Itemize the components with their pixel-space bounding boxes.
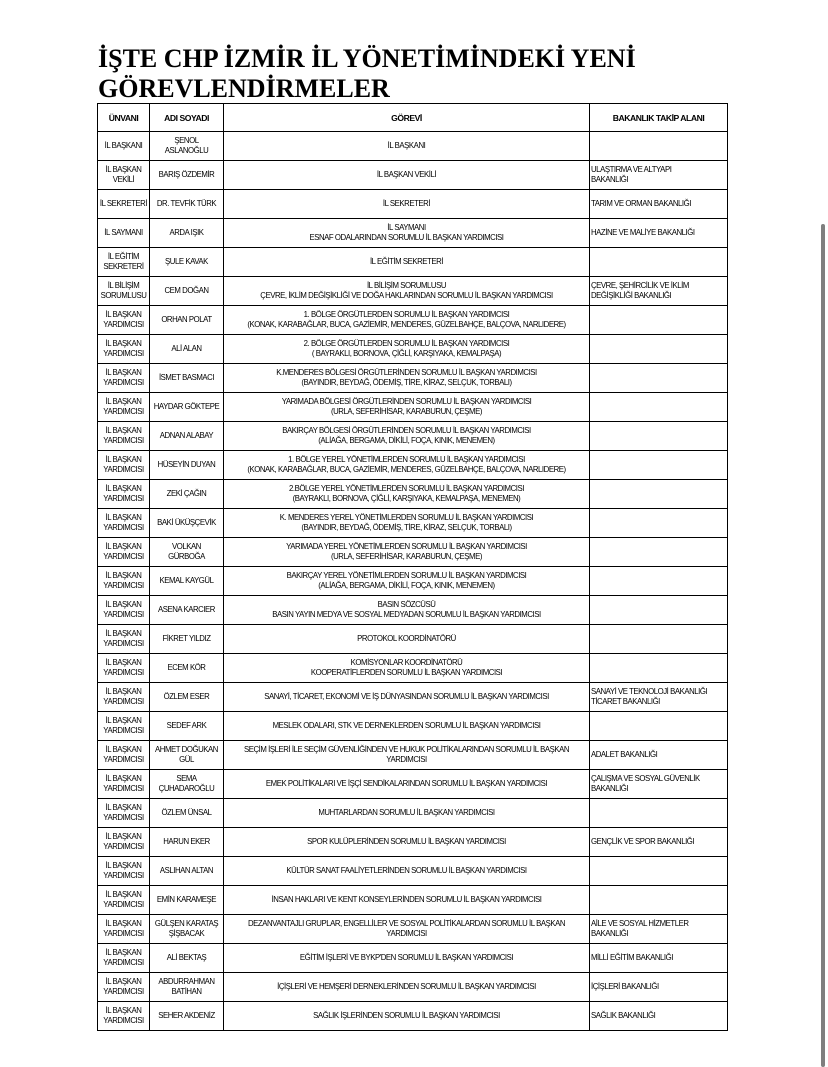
- table-row: [98, 393, 728, 422]
- gorevi-cell: EĞİTİM İŞLERİ VE BYKP'DEN SORUMLU İL BAŞKAN YARDIMCISI: [224, 944, 590, 973]
- ad-soyadi-cell: ASLIHAN ALTAN: [150, 857, 224, 886]
- ad-soyadi-cell: ARDA IŞIK: [150, 219, 224, 248]
- gorevi-cell: 2. BÖLGE ÖRGÜTLERDEN SORUMLU İL BAŞKAN YARDIMCISI ( BAYRAKLI, BORNOVA, ÇİĞLİ, KARŞIYAKA, KEMALPAŞA): [224, 335, 590, 364]
- bakanlik-cell: SAĞLIK BAKANLIĞI: [590, 1002, 728, 1031]
- ad-soyadi-cell: GÜLŞEN KARATAŞ ŞİŞBACAK: [150, 915, 224, 944]
- scrollbar[interactable]: [821, 224, 825, 1067]
- unvan-cell: İL BAŞKAN YARDIMCISI: [98, 1002, 150, 1031]
- table-row: [98, 509, 728, 538]
- bakanlik-cell: [590, 654, 728, 683]
- gorevi-cell: SANAYİ, TİCARET, EKONOMİ VE İŞ DÜNYASINDAN SORUMLU İL BAŞKAN YARDIMCISI: [224, 683, 590, 712]
- ad-soyadi-cell: ASENA KARCIER: [150, 596, 224, 625]
- bakanlik-cell: HAZİNE VE MALİYE BAKANLIĞI: [590, 219, 728, 248]
- ad-soyadi-cell: ÖZLEM ESER: [150, 683, 224, 712]
- table-row: [98, 915, 728, 944]
- gorevi-cell: PROTOKOL KOORDİNATÖRÜ: [224, 625, 590, 654]
- unvan-cell: İL BAŞKAN YARDIMCISI: [98, 509, 150, 538]
- gorevi-cell: İÇİŞLERİ VE HEMŞERİ DERNEKLERİNDEN SORUMLU İL BAŞKAN YARDIMCISI: [224, 973, 590, 1002]
- gorevi-cell: SPOR KULÜPLERİNDEN SORUMLU İL BAŞKAN YARDIMCISI: [224, 828, 590, 857]
- assignments-table: [97, 103, 728, 1031]
- table-row: [98, 712, 728, 741]
- ad-soyadi-cell: ABDURRAHMAN BATİHAN: [150, 973, 224, 1002]
- header-gorevi: GÖREVİ: [224, 104, 590, 132]
- table-row: [98, 770, 728, 799]
- ad-soyadi-cell: HÜSEYİN DUYAN: [150, 451, 224, 480]
- table-row: [98, 161, 728, 190]
- table-row: [98, 886, 728, 915]
- gorevi-cell: İNSAN HAKLARI VE KENT KONSEYLERİNDEN SORUMLU İL BAŞKAN YARDIMCISI: [224, 886, 590, 915]
- page-title: İŞTE CHP İZMİR İL YÖNETİMİNDEKİ YENİ GÖREVLENDİRMELER: [98, 44, 636, 103]
- gorevi-cell: YARIMADA BÖLGESİ ÖRGÜTLERİNDEN SORUMLU İL BAŞKAN YARDIMCISI (URLA, SEFERİHİSAR, KARABURUN, ÇEŞME): [224, 393, 590, 422]
- ad-soyadi-cell: HAYDAR GÖKTEPE: [150, 393, 224, 422]
- table-row: [98, 567, 728, 596]
- table-row: [98, 277, 728, 306]
- unvan-cell: İL BAŞKAN YARDIMCISI: [98, 538, 150, 567]
- bakanlik-cell: [590, 451, 728, 480]
- ad-soyadi-cell: SEDEF ARK: [150, 712, 224, 741]
- bakanlik-cell: [590, 596, 728, 625]
- table-row: [98, 219, 728, 248]
- gorevi-cell: 1. BÖLGE ÖRGÜTLERDEN SORUMLU İL BAŞKAN YARDIMCISI (KONAK, KARABAĞLAR, BUCA, GAZİEMİR, MENDERES, GÜZELBAHÇE, BALÇOVA, NARLIDERE): [224, 306, 590, 335]
- gorevi-cell: EMEK POLİTİKALARI VE İŞÇİ SENDİKALARINDAN SORUMLU İL BAŞKAN YARDIMCISI: [224, 770, 590, 799]
- gorevi-cell: İL BİLİŞİM SORUMLUSU ÇEVRE, İKLİM DEĞİŞİKLİĞİ VE DOĞA HAKLARINDAN SORUMLU İL BAŞKAN YARDIMCISI: [224, 277, 590, 306]
- bakanlik-cell: [590, 335, 728, 364]
- gorevi-cell: YARIMADA YEREL YÖNETİMLERDEN SORUMLU İL BAŞKAN YARDIMCISI (URLA, SEFERİHİSAR, KARABURUN, ÇEŞME): [224, 538, 590, 567]
- gorevi-cell: K.MENDERES BÖLGESİ ÖRGÜTLERİNDEN SORUMLU İL BAŞKAN YARDIMCISI (BAYINDIR, BEYDAĞ, ÖDEMİŞ, TİRE, KİRAZ, SELÇUK, TORBALI): [224, 364, 590, 393]
- ad-soyadi-cell: DR. TEVFİK TÜRK: [150, 190, 224, 219]
- ad-soyadi-cell: CEM DOĞAN: [150, 277, 224, 306]
- bakanlik-cell: [590, 393, 728, 422]
- bakanlik-cell: [590, 306, 728, 335]
- bakanlik-cell: ULAŞTIRMA VE ALTYAPI BAKANLIĞI: [590, 161, 728, 190]
- bakanlik-cell: [590, 886, 728, 915]
- gorevi-cell: BASIN SÖZCÜSÜ BASIN YAYIN MEDYA VE SOSYAL MEDYADAN SORUMLU İL BAŞKAN YARDIMCISI: [224, 596, 590, 625]
- unvan-cell: İL BAŞKAN YARDIMCISI: [98, 393, 150, 422]
- table-row: [98, 944, 728, 973]
- ad-soyadi-cell: AHMET DOĞUKAN GÜL: [150, 741, 224, 770]
- unvan-cell: İL BAŞKAN YARDIMCISI: [98, 944, 150, 973]
- bakanlik-cell: ADALET BAKANLIĞI: [590, 741, 728, 770]
- header-bakanlik: BAKANLIK TAKİP ALANI: [590, 104, 728, 132]
- bakanlik-cell: AİLE VE SOSYAL HİZMETLER BAKANLIĞI: [590, 915, 728, 944]
- table-row: [98, 1002, 728, 1031]
- unvan-cell: İL BAŞKAN YARDIMCISI: [98, 973, 150, 1002]
- table-body: [98, 132, 728, 1031]
- bakanlik-cell: [590, 248, 728, 277]
- bakanlik-cell: TARIM VE ORMAN BAKANLIĞI: [590, 190, 728, 219]
- table-row: [98, 741, 728, 770]
- bakanlik-cell: MİLLİ EĞİTİM BAKANLIĞI: [590, 944, 728, 973]
- unvan-cell: İL BAŞKAN YARDIMCISI: [98, 451, 150, 480]
- gorevi-cell: SEÇİM İŞLERİ İLE SEÇİM GÜVENLİĞİNDEN VE HUKUK POLİTİKALARINDAN SORUMLU İL BAŞKAN YARDIMCISI: [224, 741, 590, 770]
- ad-soyadi-cell: SEMA ÇUHADAROĞLU: [150, 770, 224, 799]
- unvan-cell: İL BAŞKAN YARDIMCISI: [98, 741, 150, 770]
- unvan-cell: İL BAŞKAN YARDIMCISI: [98, 654, 150, 683]
- bakanlik-cell: [590, 132, 728, 161]
- bakanlik-cell: [590, 712, 728, 741]
- unvan-cell: İL SEKRETERİ: [98, 190, 150, 219]
- table-row: [98, 654, 728, 683]
- table-row: [98, 828, 728, 857]
- unvan-cell: İL BAŞKAN YARDIMCISI: [98, 712, 150, 741]
- ad-soyadi-cell: BARIŞ ÖZDEMİR: [150, 161, 224, 190]
- gorevi-cell: İL BAŞKANI: [224, 132, 590, 161]
- ad-soyadi-cell: ÖZLEM ÜNSAL: [150, 799, 224, 828]
- ad-soyadi-cell: ZEKİ ÇAĞIN: [150, 480, 224, 509]
- ad-soyadi-cell: KEMAL KAYGÜL: [150, 567, 224, 596]
- ad-soyadi-cell: ALİ ALAN: [150, 335, 224, 364]
- table-header-row: [98, 104, 728, 132]
- bakanlik-cell: [590, 538, 728, 567]
- bakanlik-cell: GENÇLİK VE SPOR BAKANLIĞI: [590, 828, 728, 857]
- gorevi-cell: DEZANVANTAJLI GRUPLAR, ENGELLİLER VE SOSYAL POLİTİKALARDAN SORUMLU İL BAŞKAN YARDIMCISI: [224, 915, 590, 944]
- ad-soyadi-cell: ADNAN ALABAY: [150, 422, 224, 451]
- unvan-cell: İL BAŞKAN YARDIMCISI: [98, 422, 150, 451]
- unvan-cell: İL BAŞKAN YARDIMCISI: [98, 335, 150, 364]
- bakanlik-cell: ÇEVRE, ŞEHİRCİLİK VE İKLİM DEĞİŞİKLİĞİ BAKANLIĞI: [590, 277, 728, 306]
- header-ad-soyadi: ADI SOYADI: [150, 104, 224, 132]
- table-row: [98, 190, 728, 219]
- unvan-cell: İL BAŞKAN YARDIMCISI: [98, 770, 150, 799]
- gorevi-cell: İL EĞİTİM SEKRETERİ: [224, 248, 590, 277]
- unvan-cell: İL BAŞKAN YARDIMCISI: [98, 625, 150, 654]
- unvan-cell: İL EĞİTİM SEKRETERİ: [98, 248, 150, 277]
- gorevi-cell: BAKIRÇAY BÖLGESİ ÖRGÜTLERİNDEN SORUMLU İL BAŞKAN YARDIMCISI (ALİAĞA, BERGAMA, DİKİLİ, FOÇA, KINIK, MENEMEN): [224, 422, 590, 451]
- ad-soyadi-cell: ORHAN POLAT: [150, 306, 224, 335]
- unvan-cell: İL BAŞKAN YARDIMCISI: [98, 915, 150, 944]
- bakanlik-cell: [590, 799, 728, 828]
- table-row: [98, 422, 728, 451]
- table-row: [98, 857, 728, 886]
- unvan-cell: İL BAŞKAN YARDIMCISI: [98, 480, 150, 509]
- table-row: [98, 306, 728, 335]
- unvan-cell: İL SAYMANI: [98, 219, 150, 248]
- ad-soyadi-cell: HARUN EKER: [150, 828, 224, 857]
- table-row: [98, 625, 728, 654]
- unvan-cell: İL BİLİŞİM SORUMLUSU: [98, 277, 150, 306]
- ad-soyadi-cell: BAKİ ÜKÜŞÇEVİK: [150, 509, 224, 538]
- gorevi-cell: İL BAŞKAN VEKİLİ: [224, 161, 590, 190]
- bakanlik-cell: [590, 480, 728, 509]
- bakanlik-cell: [590, 857, 728, 886]
- gorevi-cell: KÜLTÜR SANAT FAALİYETLERİNDEN SORUMLU İL BAŞKAN YARDIMCISI: [224, 857, 590, 886]
- gorevi-cell: MESLEK ODALARI, STK VE DERNEKLERDEN SORUMLU İL BAŞKAN YARDIMCISI: [224, 712, 590, 741]
- bakanlik-cell: [590, 364, 728, 393]
- gorevi-cell: İL SAYMANI ESNAF ODALARINDAN SORUMLU İL BAŞKAN YARDIMCISI: [224, 219, 590, 248]
- bakanlik-cell: SANAYİ VE TEKNOLOJİ BAKANLIĞI TİCARET BAKANLIĞI: [590, 683, 728, 712]
- ad-soyadi-cell: ŞENOL ASLANOĞLU: [150, 132, 224, 161]
- unvan-cell: İL BAŞKAN YARDIMCISI: [98, 596, 150, 625]
- unvan-cell: İL BAŞKAN YARDIMCISI: [98, 886, 150, 915]
- gorevi-cell: BAKIRÇAY YEREL YÖNETİMLERDEN SORUMLU İL BAŞKAN YARDIMCISI (ALİAĞA, BERGAMA, DİKİLİ, FOÇA, KINIK, MENEMEN): [224, 567, 590, 596]
- bakanlik-cell: İÇİŞLERİ BAKANLIĞI: [590, 973, 728, 1002]
- ad-soyadi-cell: SEHER AKDENİZ: [150, 1002, 224, 1031]
- unvan-cell: İL BAŞKANI: [98, 132, 150, 161]
- gorevi-cell: 1. BÖLGE YEREL YÖNETİMLERDEN SORUMLU İL BAŞKAN YARDIMCISI (KONAK, KARABAĞLAR, BUCA, GAZİEMİR, MENDERES, GÜZELBAHÇE, BALÇOVA, NARLIDERE): [224, 451, 590, 480]
- table-row: [98, 132, 728, 161]
- bakanlik-cell: [590, 625, 728, 654]
- ad-soyadi-cell: ALİ BEKTAŞ: [150, 944, 224, 973]
- table-row: [98, 335, 728, 364]
- gorevi-cell: KOMİSYONLAR KOORDİNATÖRÜ KOOPERATİFLERDEN SORUMLU İL BAŞKAN YARDIMCISI: [224, 654, 590, 683]
- unvan-cell: İL BAŞKAN YARDIMCISI: [98, 857, 150, 886]
- unvan-cell: İL BAŞKAN VEKİLİ: [98, 161, 150, 190]
- ad-soyadi-cell: FİKRET YILDIZ: [150, 625, 224, 654]
- unvan-cell: İL BAŞKAN YARDIMCISI: [98, 364, 150, 393]
- gorevi-cell: K. MENDERES YEREL YÖNETİMLERDEN SORUMLU İL BAŞKAN YARDIMCISI (BAYINDIR, BEYDAĞ, ÖDEMİŞ, TİRE, KİRAZ, SELÇUK, TORBALI): [224, 509, 590, 538]
- table-row: [98, 799, 728, 828]
- table-row: [98, 538, 728, 567]
- bakanlik-cell: [590, 422, 728, 451]
- table-row: [98, 248, 728, 277]
- bakanlik-cell: [590, 509, 728, 538]
- table-row: [98, 364, 728, 393]
- unvan-cell: İL BAŞKAN YARDIMCISI: [98, 683, 150, 712]
- ad-soyadi-cell: ECEM KÖR: [150, 654, 224, 683]
- ad-soyadi-cell: ŞULE KAVAK: [150, 248, 224, 277]
- bakanlik-cell: ÇALIŞMA VE SOSYAL GÜVENLİK BAKANLIĞI: [590, 770, 728, 799]
- unvan-cell: İL BAŞKAN YARDIMCISI: [98, 828, 150, 857]
- ad-soyadi-cell: VOLKAN GÜRBOĞA: [150, 538, 224, 567]
- gorevi-cell: 2.BÖLGE YEREL YÖNETİMLERDEN SORUMLU İL BAŞKAN YARDIMCISI (BAYRAKLI, BORNOVA, ÇİĞLİ, KARŞIYAKA, KEMALPAŞA, MENEMEN): [224, 480, 590, 509]
- gorevi-cell: İL SEKRETERİ: [224, 190, 590, 219]
- header-unvan: ÜNVANI: [98, 104, 150, 132]
- gorevi-cell: MUHTARLARDAN SORUMLU İL BAŞKAN YARDIMCISI: [224, 799, 590, 828]
- table-row: [98, 451, 728, 480]
- table-row: [98, 683, 728, 712]
- ad-soyadi-cell: İSMET BASMACI: [150, 364, 224, 393]
- unvan-cell: İL BAŞKAN YARDIMCISI: [98, 306, 150, 335]
- table-row: [98, 596, 728, 625]
- bakanlik-cell: [590, 567, 728, 596]
- gorevi-cell: SAĞLIK İŞLERİNDEN SORUMLU İL BAŞKAN YARDIMCISI: [224, 1002, 590, 1031]
- unvan-cell: İL BAŞKAN YARDIMCISI: [98, 567, 150, 596]
- unvan-cell: İL BAŞKAN YARDIMCISI: [98, 799, 150, 828]
- ad-soyadi-cell: EMİN KARAMEŞE: [150, 886, 224, 915]
- table-row: [98, 973, 728, 1002]
- table-row: [98, 480, 728, 509]
